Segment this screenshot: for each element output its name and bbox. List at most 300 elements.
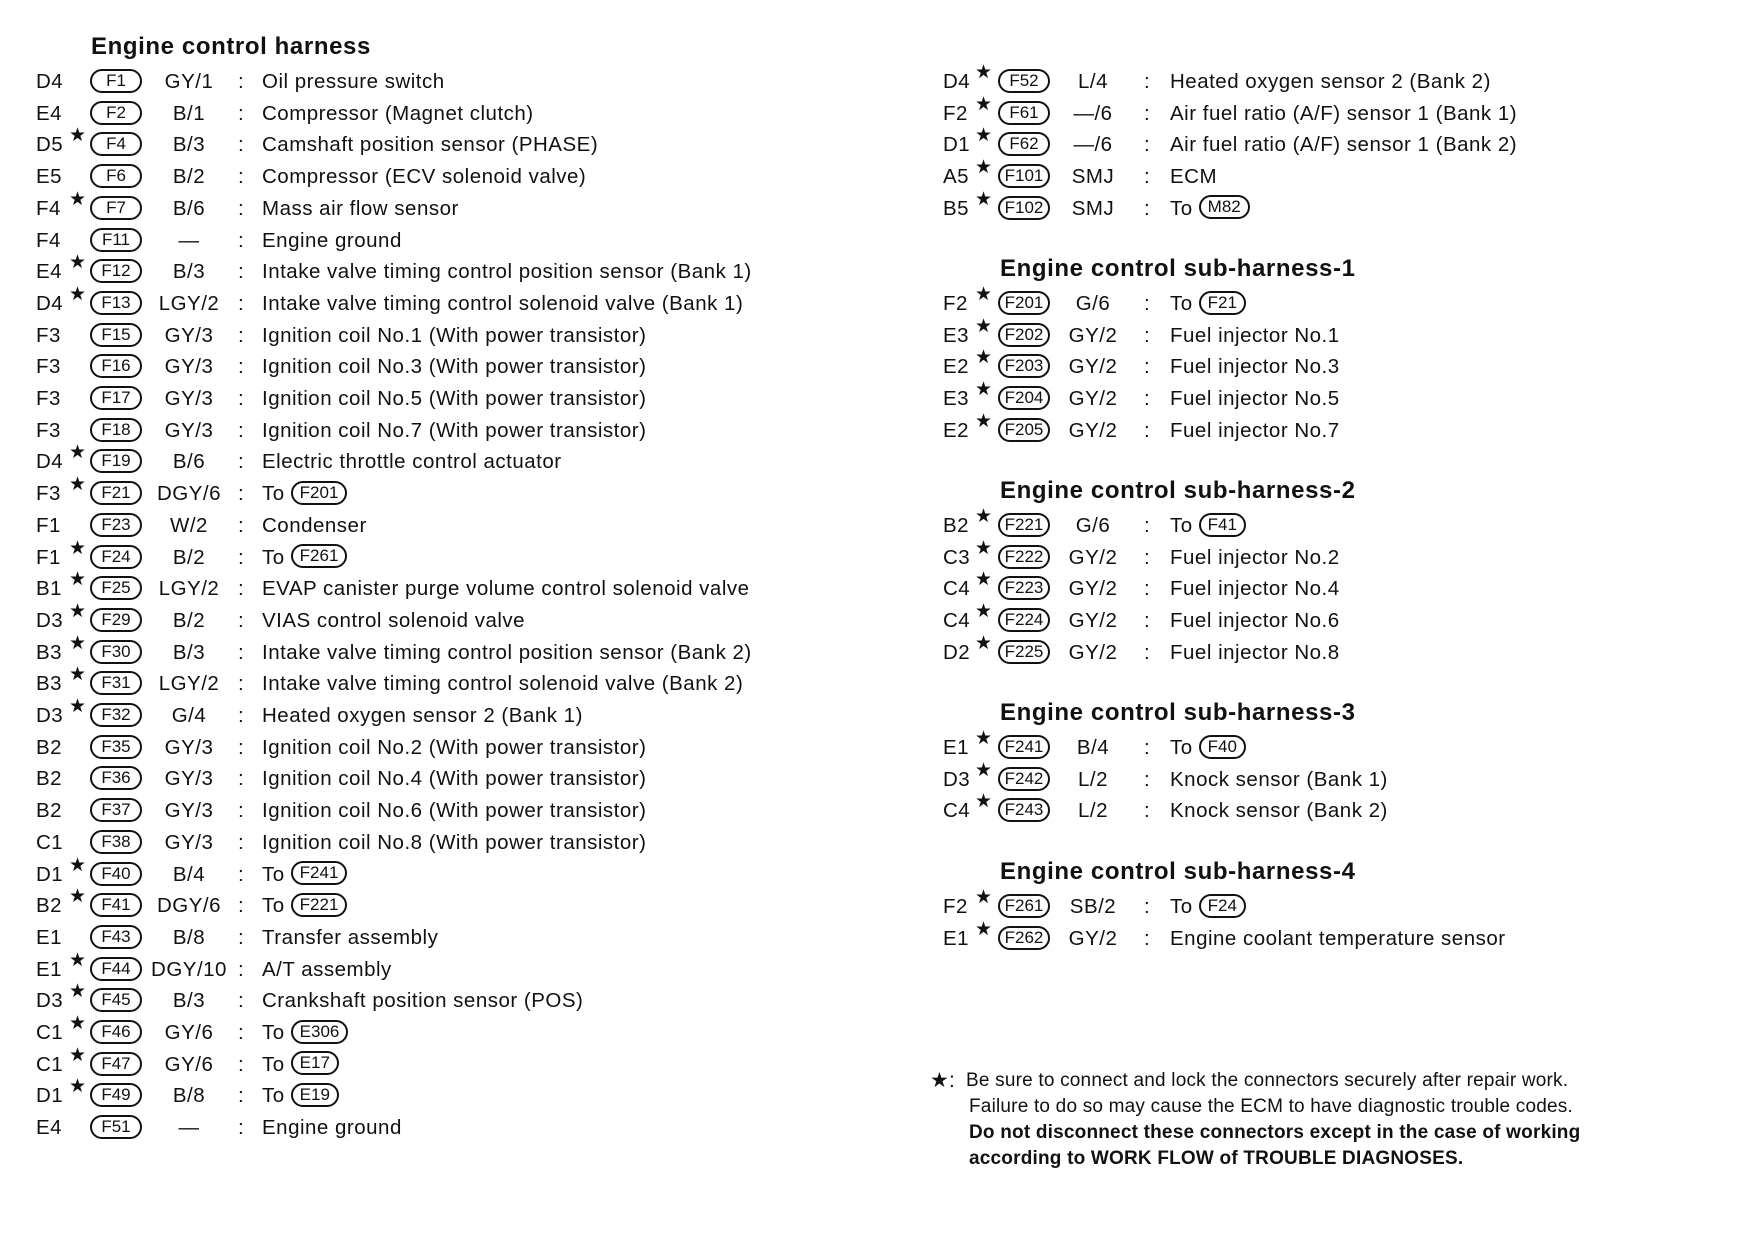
connector-id-badge: F1 <box>90 69 142 93</box>
connector-row <box>930 62 1738 99</box>
grid-location: F3 <box>36 355 61 379</box>
star-icon: ★ <box>69 442 87 464</box>
wire-color-code: GY/2 <box>1068 545 1118 569</box>
connector-row <box>930 918 1738 956</box>
wire-color-code: GY/6 <box>164 1052 214 1076</box>
star-icon: ★ <box>975 93 993 115</box>
star-icon: ★ <box>975 284 993 305</box>
star-icon: ★ <box>975 379 993 401</box>
description-text: Intake valve timing control position sensor (Bank 2) <box>262 640 752 664</box>
connector-id-badge: F52 <box>998 69 1050 93</box>
note-line-bold: Do not disconnect these connectors except in the case of working <box>969 1122 1581 1143</box>
connector-id-badge: F13 <box>90 291 142 315</box>
wire-color-code: GY/2 <box>1068 355 1118 379</box>
grid-location: E3 <box>943 323 970 347</box>
connector-description <box>262 1021 348 1046</box>
connector-id-badge: F6 <box>90 164 142 188</box>
separator-colon: : <box>1144 355 1151 379</box>
star-icon: ★ <box>69 252 87 274</box>
description-text: Fuel injector No.3 <box>1170 355 1340 379</box>
note-line: Be sure to connect and lock the connectors securely after repair work. <box>966 1070 1569 1091</box>
wire-color-code: GY/3 <box>164 355 214 379</box>
connector-description <box>262 324 646 348</box>
star-icon: ★ <box>975 728 993 749</box>
connector-id-badge: F61 <box>998 101 1050 125</box>
connector-id-badge: F41 <box>90 893 142 917</box>
note-line-bold: according to WORK FLOW of TROUBLE DIAGNOSES. <box>969 1148 1464 1169</box>
wire-color-code: GY/3 <box>164 418 214 442</box>
description-text: EVAP canister purge volume control solenoid valve <box>262 577 750 601</box>
star-icon: ★ <box>69 1076 87 1098</box>
reference-connector-badge: F21 <box>1199 291 1246 315</box>
grid-location: E1 <box>36 957 63 981</box>
separator-colon: : <box>238 101 245 125</box>
grid-location: C3 <box>943 545 971 569</box>
description-text: VIAS control solenoid valve <box>262 608 526 632</box>
wire-color-code: —/6 <box>1073 101 1113 125</box>
wire-color-code: B/2 <box>172 545 206 569</box>
description-text: Fuel injector No.2 <box>1170 545 1340 569</box>
wire-color-code: GY/2 <box>1068 577 1118 601</box>
description-text: Fuel injector No.4 <box>1170 577 1340 601</box>
connector-row <box>930 188 1738 226</box>
grid-location: E1 <box>36 925 63 949</box>
separator-colon: : <box>1144 609 1151 633</box>
wire-color-code: L/2 <box>1078 767 1108 791</box>
description-text: Ignition coil No.2 (With power transistor) <box>262 735 647 759</box>
section-title: Engine control sub-harness-1 <box>1000 255 1356 282</box>
grid-location: B2 <box>36 894 63 918</box>
connector-row <box>0 226 930 258</box>
separator-colon: : <box>238 1052 245 1076</box>
connector-description <box>262 197 459 221</box>
description-text: Transfer assembly <box>262 925 439 949</box>
wire-color-code: GY/3 <box>164 735 214 759</box>
connector-row <box>0 442 930 479</box>
separator-colon: : <box>1144 101 1151 125</box>
connector-row <box>0 569 930 606</box>
connector-id-badge: F36 <box>90 766 142 790</box>
connector-description <box>262 387 646 411</box>
description-text: Ignition coil No.6 (With power transistor) <box>262 799 647 823</box>
grid-location: D1 <box>36 1084 64 1108</box>
star-icon: ★ <box>975 632 993 654</box>
separator-colon: : <box>238 672 245 696</box>
grid-location: F1 <box>36 513 61 537</box>
separator-colon: : <box>238 640 245 664</box>
description-text: To <box>262 545 285 569</box>
connector-row <box>930 728 1738 765</box>
description-text: Mass air flow sensor <box>262 196 459 220</box>
connector-id-badge: F202 <box>998 323 1050 347</box>
description-text: Crankshaft position sensor (POS) <box>262 989 584 1013</box>
grid-location: D4 <box>943 70 971 93</box>
wire-color-code: G/6 <box>1075 292 1111 315</box>
separator-colon: : <box>238 1021 245 1044</box>
wire-color-code: L/4 <box>1078 70 1108 93</box>
wire-color-code: GY/3 <box>164 830 214 854</box>
wire-color-code: SMJ <box>1071 165 1115 189</box>
connector-row <box>0 537 930 575</box>
connector-description <box>262 292 743 316</box>
wire-color-code: B/3 <box>172 989 206 1013</box>
connector-id-badge: F37 <box>90 798 142 822</box>
connector-description <box>1170 609 1340 633</box>
wire-color-code: GY/6 <box>164 1021 214 1044</box>
description-text: Ignition coil No.4 (With power transistor) <box>262 767 647 791</box>
grid-location: F3 <box>36 387 61 410</box>
star-icon: ★ <box>975 537 993 559</box>
connector-description <box>262 831 646 855</box>
wire-color-code: — <box>178 1116 200 1140</box>
star-icon: ★ <box>69 283 87 305</box>
grid-location: B2 <box>943 514 970 537</box>
separator-colon: : <box>1144 767 1151 791</box>
wire-color-code: GY/2 <box>1068 926 1118 950</box>
connector-id-badge: F15 <box>90 323 142 347</box>
wire-color-code: B/2 <box>172 608 206 632</box>
connector-id-badge: F243 <box>998 798 1050 822</box>
connector-description <box>262 736 646 760</box>
connector-description <box>262 1116 402 1140</box>
description-text: Intake valve timing control position sensor (Bank 1) <box>262 260 752 284</box>
connector-row <box>0 384 930 416</box>
wire-color-code: B/8 <box>172 1084 206 1108</box>
description-text: Knock sensor (Bank 2) <box>1170 799 1388 823</box>
wire-color-code: GY/3 <box>164 767 214 791</box>
connector-id-badge: F40 <box>90 862 142 886</box>
separator-colon: : <box>238 355 245 379</box>
connector-description <box>1170 70 1491 94</box>
connector-row <box>0 1113 930 1145</box>
star-icon: ★ <box>69 474 87 496</box>
section-title: Engine control harness <box>91 33 371 60</box>
wire-color-code: GY/2 <box>1068 418 1118 442</box>
star-icon: ★ <box>975 569 993 591</box>
connector-row <box>0 981 930 1018</box>
grid-location: F2 <box>943 895 968 918</box>
separator-colon: : <box>238 767 245 791</box>
separator-colon: : <box>238 577 245 601</box>
connector-row <box>0 321 930 353</box>
connector-row <box>930 284 1738 321</box>
separator-colon: : <box>238 704 245 727</box>
connector-description <box>262 894 347 919</box>
star-icon: ★ <box>69 1013 87 1034</box>
separator-colon: : <box>1144 926 1151 950</box>
reference-connector-badge: E19 <box>291 1083 339 1107</box>
grid-location: F1 <box>36 545 61 569</box>
grid-location: E5 <box>36 165 63 189</box>
description-text: Intake valve timing control solenoid valve (Bank 1) <box>262 291 744 315</box>
connector-id-badge: F223 <box>998 576 1050 600</box>
grid-location: A5 <box>943 165 970 189</box>
connector-description <box>1170 895 1246 920</box>
description-text: To <box>1170 514 1193 537</box>
description-text: Engine ground <box>262 228 402 252</box>
connector-id-badge: F25 <box>90 576 142 600</box>
grid-location: B2 <box>36 735 63 759</box>
separator-colon: : <box>238 957 245 981</box>
connector-id-badge: F224 <box>998 608 1050 632</box>
grid-location: B2 <box>36 799 63 823</box>
description-text: Ignition coil No.5 (With power transistor) <box>262 387 647 410</box>
connector-row <box>0 99 930 131</box>
description-text: Engine coolant temperature sensor <box>1170 926 1506 950</box>
connector-id-badge: F101 <box>998 164 1050 188</box>
connector-id-badge: F51 <box>90 1115 142 1139</box>
wire-color-code: L/2 <box>1078 799 1108 823</box>
connector-description <box>262 355 646 379</box>
separator-colon: : <box>238 513 245 537</box>
note-line: Failure to do so may cause the ECM to have diagnostic trouble codes. <box>969 1096 1573 1117</box>
grid-location: C4 <box>943 577 971 601</box>
connector-id-badge: F49 <box>90 1083 142 1107</box>
description-text: Compressor (Magnet clutch) <box>262 101 534 125</box>
connector-description <box>262 70 445 94</box>
grid-location: F2 <box>943 101 968 125</box>
description-text: Compressor (ECV solenoid valve) <box>262 165 587 189</box>
connector-id-badge: F201 <box>998 291 1050 315</box>
grid-location: D3 <box>943 767 971 791</box>
connector-row <box>930 315 1738 353</box>
connector-description <box>262 165 586 189</box>
star-icon: ★ <box>975 918 993 940</box>
grid-location: C1 <box>36 1052 64 1076</box>
wire-color-code: SB/2 <box>1069 895 1117 918</box>
separator-colon: : <box>1144 418 1151 442</box>
connector-row <box>930 125 1738 162</box>
separator-colon: : <box>238 291 245 315</box>
connector-id-badge: F261 <box>998 894 1050 918</box>
wire-color-code: B/3 <box>172 640 206 664</box>
separator-colon: : <box>238 323 245 347</box>
separator-colon: : <box>238 799 245 823</box>
connector-row <box>930 569 1738 606</box>
star-icon: ★ <box>975 759 993 781</box>
description-text: Heated oxygen sensor 2 (Bank 2) <box>1170 70 1491 93</box>
grid-location: F3 <box>36 482 61 506</box>
connector-id-badge: F222 <box>998 545 1050 569</box>
connector-row <box>0 949 930 987</box>
connector-id-badge: F18 <box>90 418 142 442</box>
wire-color-code: GY/2 <box>1068 387 1118 411</box>
description-text: To <box>1170 736 1193 759</box>
star-icon: ★ <box>69 188 87 210</box>
star-icon: ★ <box>69 569 87 591</box>
wire-color-code: SMJ <box>1071 196 1115 220</box>
connector-description <box>1170 165 1217 189</box>
connector-description <box>262 1053 339 1078</box>
connector-description <box>262 672 743 696</box>
star-icon: ★ <box>69 854 87 876</box>
connector-row <box>930 601 1738 638</box>
grid-location: B3 <box>36 672 63 696</box>
connector-row <box>930 887 1738 924</box>
separator-colon: : <box>1144 196 1151 220</box>
connector-description <box>262 799 646 823</box>
connector-row <box>0 67 930 99</box>
connector-row <box>930 379 1738 416</box>
connector-description <box>1170 355 1340 379</box>
section-title: Engine control sub-harness-2 <box>1000 477 1356 504</box>
connector-description <box>1170 799 1388 823</box>
grid-location: D4 <box>36 450 64 474</box>
reference-connector-badge: M82 <box>1199 195 1250 219</box>
wire-color-code: B/1 <box>172 101 206 125</box>
grid-location: C4 <box>943 609 971 633</box>
connector-description <box>1170 577 1340 601</box>
connector-id-badge: F221 <box>998 513 1050 537</box>
wire-color-code: GY/1 <box>164 70 214 93</box>
connector-row <box>0 188 930 226</box>
separator-colon: : <box>238 989 245 1013</box>
connector-id-badge: F38 <box>90 830 142 854</box>
reference-connector-badge: E17 <box>291 1051 339 1075</box>
connector-row <box>0 474 930 511</box>
reference-connector-badge: F40 <box>1199 735 1246 759</box>
grid-location: D4 <box>36 291 64 315</box>
description-text: To <box>262 894 285 918</box>
grid-location: C1 <box>36 1021 64 1044</box>
separator-colon: : <box>1144 387 1151 411</box>
connector-row <box>0 733 930 765</box>
star-icon: ★ <box>975 791 993 813</box>
grid-location: E4 <box>36 260 63 284</box>
reference-connector-badge: F24 <box>1199 894 1246 918</box>
description-text: Camshaft position sensor (PHASE) <box>262 133 599 157</box>
wire-color-code: GY/3 <box>164 323 214 347</box>
grid-location: B3 <box>36 640 63 664</box>
grid-location: E1 <box>943 736 970 759</box>
connector-description <box>262 767 646 791</box>
wire-color-code: B/4 <box>172 862 206 886</box>
grid-location: B1 <box>36 577 63 601</box>
grid-location: E4 <box>36 1116 63 1140</box>
description-text: Condenser <box>262 513 367 537</box>
grid-location: F3 <box>36 418 61 442</box>
wire-color-code: —/6 <box>1073 133 1113 157</box>
wire-color-code: B/6 <box>172 450 206 474</box>
description-text: Ignition coil No.3 (With power transistor) <box>262 355 647 379</box>
description-text: Electric throttle control actuator <box>262 450 562 474</box>
connector-description <box>1170 419 1340 443</box>
connector-id-badge: F19 <box>90 449 142 473</box>
star-note-symbol: ★: <box>930 1069 956 1092</box>
separator-colon: : <box>238 545 245 569</box>
description-text: To <box>262 482 285 506</box>
grid-location: D1 <box>36 862 64 886</box>
connector-id-badge: F241 <box>998 735 1050 759</box>
connector-description <box>1170 768 1388 792</box>
grid-location: F2 <box>943 292 968 315</box>
connector-row <box>0 764 930 796</box>
separator-colon: : <box>1144 577 1151 601</box>
connector-row <box>930 537 1738 575</box>
connector-row <box>0 796 930 828</box>
description-text: To <box>262 1021 285 1044</box>
connector-id-badge: F205 <box>998 418 1050 442</box>
connector-description <box>262 704 583 728</box>
connector-id-badge: F11 <box>90 228 142 252</box>
reference-connector-badge: F241 <box>291 861 348 885</box>
connector-description <box>1170 641 1340 665</box>
grid-location: D3 <box>36 608 64 632</box>
connector-description <box>262 450 562 474</box>
connector-id-badge: F43 <box>90 925 142 949</box>
separator-colon: : <box>1144 165 1151 189</box>
connector-description <box>262 133 598 157</box>
separator-colon: : <box>238 894 245 918</box>
wire-color-code: LGY/2 <box>158 577 220 601</box>
separator-colon: : <box>1144 133 1151 157</box>
connector-id-badge: F2 <box>90 101 142 125</box>
wire-color-code: LGY/2 <box>158 291 220 315</box>
connector-row <box>930 759 1738 797</box>
connector-id-badge: F30 <box>90 640 142 664</box>
separator-colon: : <box>1144 70 1151 93</box>
connector-id-badge: F21 <box>90 481 142 505</box>
connector-id-badge: F24 <box>90 545 142 569</box>
connector-description <box>1170 546 1340 570</box>
wire-color-code: W/2 <box>170 513 208 537</box>
connector-description <box>262 577 750 601</box>
grid-location: F4 <box>36 196 61 220</box>
grid-location: E2 <box>943 355 970 379</box>
connector-row <box>0 632 930 670</box>
wire-color-code: B/3 <box>172 260 206 284</box>
connector-row <box>0 125 930 162</box>
connector-description <box>262 989 583 1013</box>
connector-id-badge: F12 <box>90 259 142 283</box>
connector-row <box>0 511 930 543</box>
star-icon: ★ <box>69 981 87 1003</box>
connector-id-badge: F17 <box>90 386 142 410</box>
connector-id-badge: F4 <box>90 132 142 156</box>
connector-description <box>262 926 438 950</box>
connector-row <box>0 828 930 860</box>
separator-colon: : <box>238 165 245 189</box>
wire-color-code: B/4 <box>1076 736 1110 759</box>
connector-id-badge: F62 <box>998 132 1050 156</box>
star-icon: ★ <box>69 537 87 559</box>
grid-location: D4 <box>36 70 64 93</box>
grid-location: B2 <box>36 767 63 791</box>
wire-color-code: GY/2 <box>1068 609 1118 633</box>
wire-color-code: LGY/2 <box>158 672 220 696</box>
star-icon: ★ <box>69 1044 87 1066</box>
separator-colon: : <box>238 1116 245 1140</box>
wire-color-code: B/3 <box>172 133 206 157</box>
description-text: ECM <box>1170 165 1218 189</box>
star-icon: ★ <box>975 62 993 83</box>
grid-location: E2 <box>943 418 970 442</box>
connector-row <box>930 791 1738 828</box>
grid-location: D1 <box>943 133 971 157</box>
separator-colon: : <box>1144 736 1151 759</box>
connector-description <box>1170 197 1250 222</box>
separator-colon: : <box>238 735 245 759</box>
wire-color-code: B/2 <box>172 165 206 189</box>
connector-id-badge: F7 <box>90 196 142 220</box>
connector-description <box>262 482 347 507</box>
wire-color-code: G/4 <box>171 704 207 727</box>
connector-id-badge: F16 <box>90 354 142 378</box>
separator-colon: : <box>238 1084 245 1108</box>
connector-description <box>262 419 646 443</box>
connector-row <box>0 886 930 923</box>
connector-id-badge: F203 <box>998 354 1050 378</box>
